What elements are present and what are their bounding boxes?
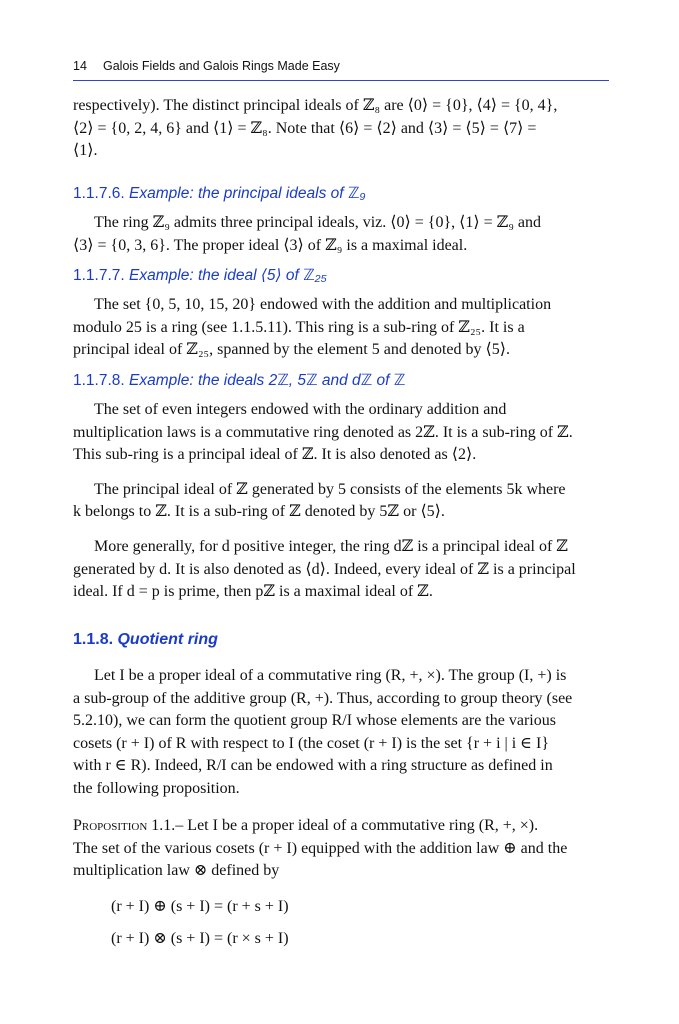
text-line: This sub-ring is a principal ideal of ℤ. It is also denoted as ⟨2⟩. [73, 446, 477, 464]
section-number: 1.1.7.8. [73, 372, 125, 389]
text-line: The principal ideal of ℤ generated by 5 consists of the elements 5k where [94, 480, 566, 498]
equation-addition: (r + I) ⊕ (s + I) = (r + s + I) [111, 898, 289, 915]
section-heading [73, 266, 609, 286]
text-line: Let I be a proper ideal of a commutative ring (R, +, ×). The group (I, +) is [94, 667, 567, 684]
text-line: k belongs to ℤ. It is a sub-ring of ℤ denoted by 5ℤ or ⟨5⟩. [73, 503, 445, 521]
proposition-1-1 [73, 815, 609, 883]
text-line: principal ideal of ℤ₂₅, spanned by the element 5 and denoted by ⟨5⟩. [73, 341, 510, 359]
text-line: generated by d. It is also denoted as ⟨d⟩. Indeed, every ideal of ℤ is a principal [73, 560, 576, 578]
text-line: a sub-group of the additive group (R, +). Thus, according to group theory (see [73, 689, 573, 707]
paragraph [73, 536, 609, 604]
text-line: respectively). The distinct principal ideals of ℤ₈ are ⟨0⟩ = {0}, ⟨4⟩ = {0, 4}, [73, 97, 558, 114]
text-line: ⟨2⟩ = {0, 2, 4, 6} and ⟨1⟩ = ℤ₈. Note that ⟨6⟩ = ⟨2⟩ and ⟨3⟩ = ⟨5⟩ = ⟨7⟩ = [73, 119, 537, 137]
section-heading [73, 371, 609, 391]
section-1-1-7-7 [73, 266, 609, 362]
section-heading [73, 184, 609, 204]
text-line: The set of even integers endowed with the ordinary addition and [94, 401, 507, 418]
section-heading [73, 630, 609, 650]
section-title: Example: the ideals 2ℤ, 5ℤ and dℤ of ℤ [129, 372, 406, 389]
paragraph [73, 665, 609, 801]
section-1-1-8 [73, 630, 609, 801]
text-line: the following proposition. [73, 779, 240, 797]
text-line: ⟨3⟩ = {0, 3, 6}. The proper ideal ⟨3⟩ of ℤ₉ is a maximal ideal. [73, 236, 468, 254]
section-1-1-7-6 [73, 184, 609, 257]
section-number: 1.1.7.6. [73, 185, 125, 202]
text-line: with r ∈ R). Indeed, R/I can be endowed with a ring structure as defined in [73, 757, 553, 775]
text-line: The ring ℤ₉ admits three principal ideals, viz. ⟨0⟩ = {0}, ⟨1⟩ = ℤ₉ and [94, 214, 542, 231]
text-line: Proposition 1.1.– Let I be a proper ideal of a commutative ring (R, +, ×). [73, 817, 539, 834]
page-number: 14 [73, 59, 87, 73]
section-1-1-7-8 [73, 371, 609, 604]
text-line: 5.2.10), we can form the quotient group R/I whose elements are the various [73, 712, 556, 730]
paragraph [73, 399, 609, 467]
intro-paragraph [73, 95, 609, 163]
section-title: Example: the principal ideals of ℤ₉ [129, 185, 366, 202]
equation-multiplication: (r + I) ⊗ (s + I) = (r × s + I) [111, 930, 289, 947]
proposition-label: Proposition 1.1. [73, 817, 176, 834]
running-title: Galois Fields and Galois Rings Made Easy [103, 59, 340, 73]
section-number: 1.1.7.7. [73, 267, 125, 284]
text-line: The set of the various cosets (r + I) equipped with the addition law ⊕ and the [73, 839, 568, 857]
text-line: modulo 25 is a ring (see 1.1.5.11). This ring is a sub-ring of ℤ₂₅. It is a [73, 318, 525, 336]
text-line: ideal. If d = p is prime, then pℤ is a maximal ideal of ℤ. [73, 583, 433, 601]
text-line: More generally, for d positive integer, the ring dℤ is a principal ideal of ℤ [94, 537, 568, 555]
running-header [73, 58, 609, 81]
section-number: 1.1.8. [73, 631, 114, 648]
text-line: ⟨1⟩. [73, 142, 98, 160]
text-line: The set {0, 5, 10, 15, 20} endowed with the addition and multiplication [94, 296, 552, 313]
paragraph [73, 479, 609, 524]
text-line: multiplication laws is a commutative ring denoted as 2ℤ. It is a sub-ring of ℤ. [73, 423, 573, 441]
section-title: Quotient ring [117, 631, 218, 648]
text-line: multiplication law ⊗ defined by [73, 862, 280, 880]
section-title: Example: the ideal ⟨5⟩ of ℤ₂₅ [129, 267, 327, 284]
text-line: cosets (r + I) of R with respect to I (the coset (r + I) is the set {r + i | i ∈ I} [73, 734, 550, 752]
